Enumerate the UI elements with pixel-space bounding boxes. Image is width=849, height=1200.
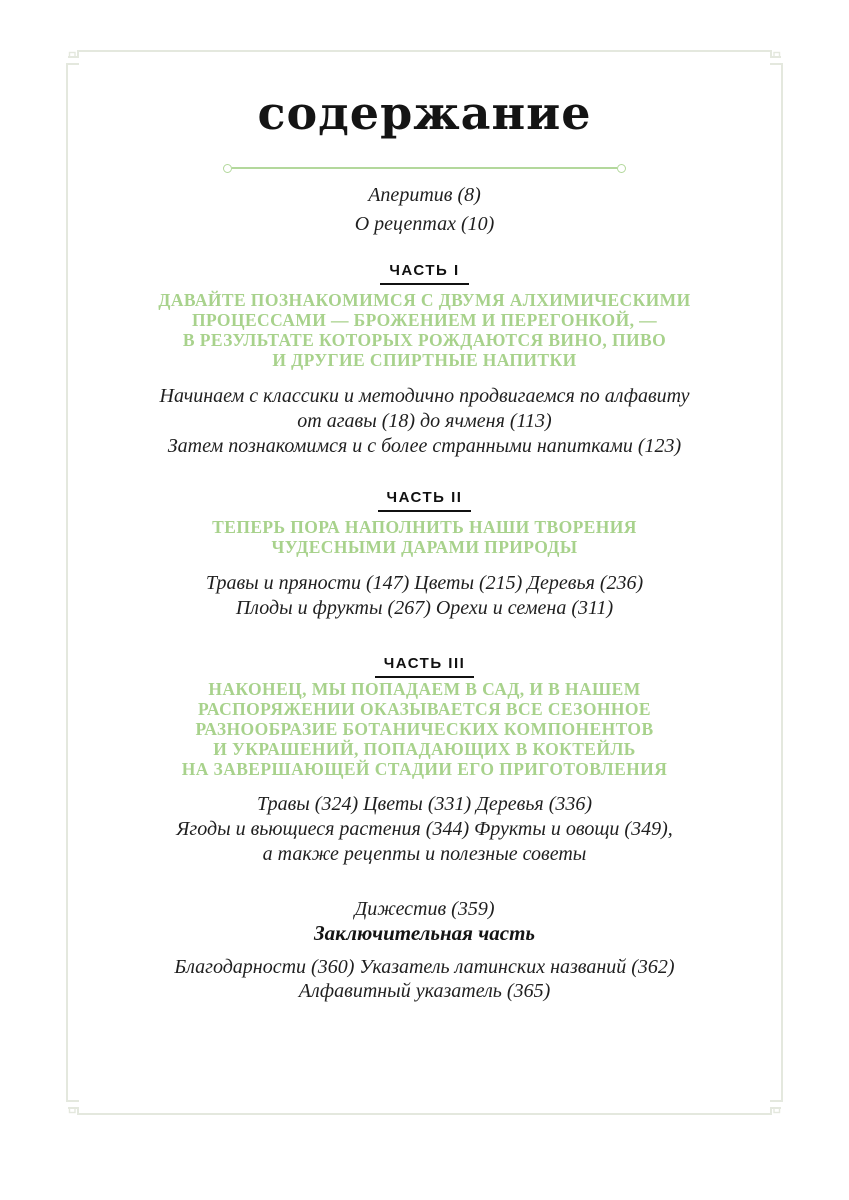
part-1-heading-line: В РЕЗУЛЬТАТЕ КОТОРЫХ РОЖДАЮТСЯ ВИНО, ПИВО <box>182 330 667 350</box>
page-title: содержание <box>257 86 592 140</box>
part-3-heading-line: РАСПОРЯЖЕНИИ ОКАЗЫВАЕТСЯ ВСЕ СЕЗОННОЕ <box>198 699 651 719</box>
toc-entry-alphabetical-index: Алфавитный указатель (365) <box>298 980 551 1002</box>
part-2-heading-line: ЧУДЕСНЫМИ ДАРАМИ ПРИРОДЫ <box>271 537 578 557</box>
frame-bottom-line <box>68 1108 781 1114</box>
final-section-title: Заключительная часть <box>313 921 535 945</box>
part-1-description-2 <box>95 434 754 459</box>
frame-top-line <box>68 51 781 57</box>
part-3-heading <box>95 679 754 779</box>
part-2-label-text: ЧАСТЬ II <box>378 490 472 512</box>
part-1-heading-line: И ДРУГИЕ СПИРТНЫЕ НАПИТКИ <box>272 350 577 370</box>
part-2-description-line: Плоды и фрукты (267) Орехи и семена (311) <box>235 597 614 619</box>
part-3-heading-line: РАЗНООБРАЗИЕ БОТАНИЧЕСКИХ КОМПОНЕНТОВ <box>195 719 654 739</box>
part-3-label <box>95 655 754 678</box>
frame-corner-square-top-left <box>70 53 76 58</box>
frame-corner-square-bottom-right <box>774 1108 780 1113</box>
part-1-description-line: от агавы (18) до ячменя (113) <box>297 410 552 432</box>
toc-entry-recipes: О рецептах (10) <box>354 212 495 235</box>
part-1-label-text: ЧАСТЬ I <box>380 263 468 285</box>
frame-corner-square-top-right <box>774 53 780 58</box>
part-1-description <box>95 384 754 434</box>
toc-entry-aperitif: Аперитив (8) <box>368 184 481 206</box>
part-2-heading <box>95 517 754 557</box>
part-1-description-line: Затем познакомимся и с более странными напитками (123) <box>167 435 682 457</box>
part-2-description <box>95 571 754 621</box>
frame-corner-square-bottom-left <box>70 1108 76 1113</box>
part-2-description-line: Травы и пряности (147) Цветы (215) Деревья (236) <box>205 572 644 594</box>
part-2-heading-line: ТЕПЕРЬ ПОРА НАПОЛНИТЬ НАШИ ТВОРЕНИЯ <box>212 517 637 537</box>
frame-right-line <box>770 64 782 1101</box>
part-1-label <box>95 262 754 285</box>
part-1-heading-line: ДАВАЙТЕ ПОЗНАКОМИМСЯ С ДВУМЯ АЛХИМИЧЕСКИМИ <box>158 290 691 310</box>
part-3-description-line: Травы (324) Цветы (331) Деревья (336) <box>256 793 593 815</box>
part-1-heading-line: ПРОЦЕССАМИ — БРОЖЕНИЕМ И ПЕРЕГОНКОЙ, — <box>191 310 658 330</box>
part-1-heading <box>95 290 754 370</box>
part-3-description-line: Ягоды и вьющиеся растения (344) Фрукты и овощи (349), <box>176 818 673 840</box>
part-2-label <box>95 489 754 512</box>
divider-rule <box>232 167 617 168</box>
part-1-description-line: Начинаем с классики и методично продвигаемся по алфавиту <box>159 385 690 407</box>
divider-ring-right-icon <box>617 164 626 173</box>
intro-entries <box>95 181 754 238</box>
title-divider <box>223 164 626 172</box>
closing-entries <box>95 955 754 1003</box>
part-3-description-line: а также рецепты и полезные советы <box>262 843 587 865</box>
frame-left-line <box>67 64 79 1101</box>
toc-entry-acknowledgements-index: Благодарности (360) Указатель латинских названий (362) <box>174 956 675 978</box>
divider-ring-left-icon <box>223 164 232 173</box>
part-3-heading-line: И УКРАШЕНИЙ, ПОПАДАЮЩИХ В КОКТЕЙЛЬ <box>213 739 636 759</box>
part-3-heading-line: НАКОНЕЦ, МЫ ПОПАДАЕМ В САД, И В НАШЕМ <box>208 679 641 699</box>
toc-entry-digestif: Дижестив (359) <box>354 898 495 920</box>
part-3-description <box>95 792 754 867</box>
part-3-heading-line: НА ЗАВЕРШАЮЩЕЙ СТАДИИ ЕГО ПРИГОТОВЛЕНИЯ <box>181 759 668 779</box>
part-3-label-text: ЧАСТЬ III <box>375 656 475 678</box>
